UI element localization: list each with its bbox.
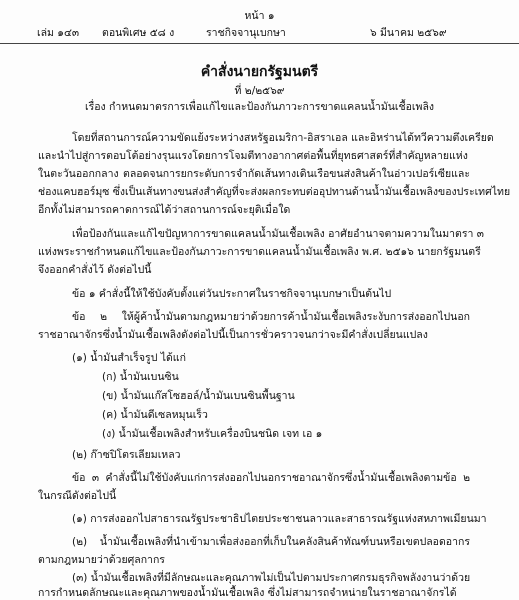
preamble-line: ในตะวันออกกลาง ตลอดจนการยกระดับการจำกัดเส้นทางเดินเรือขนส่งสินค้าในอ่าวเปอร์เซียและ bbox=[38, 168, 470, 180]
order-subject: เรื่อง กำหนดมาตรการเพื่อแก้ไขและป้องกันภาวะการขาดแคลนน้ำมันเชื้อเพลิง bbox=[84, 101, 435, 113]
fuel-type-item: (ง) น้ำมันเชื้อเพลิงสำหรับเครื่องบินชนิด เจท เอ ๑ bbox=[102, 428, 323, 440]
clause-1: ข้อ ๑ คำสั่งนี้ให้ใช้บังคับตั้งแต่วันประกาศในราชกิจจานุเบกษาเป็นต้นไป bbox=[72, 288, 392, 300]
clause-3-line: ข้อ ๓ คำสั่งนี้ไม่ใช้บังคับแก่การส่งออกไปนอกราชอาณาจักรซึ่งน้ำมันเชื้อเพลิงตามข้อ ๒ bbox=[72, 472, 470, 484]
special-issue-label: ตอนพิเศษ ๕๘ ง bbox=[102, 27, 175, 39]
clause-3-item-3-line: (๓) น้ำมันเชื้อเพลิงที่มีลักษณะและคุณภาพไม่เป็นไปตามประกาศกรมธุรกิจพลังงานว่าด้วย bbox=[72, 572, 471, 584]
authority-line: จึงออกคำสั่งไว้ ดังต่อไปนี้ bbox=[38, 264, 152, 276]
clause-2-line: ข้อ ๒ ให้ผู้ค้าน้ำมันตามกฎหมายว่าด้วยการค้าน้ำมันเชื้อเพลิงระงับการส่งออกไปนอก bbox=[72, 311, 470, 323]
publication-date: ๖ มีนาคม ๒๕๖๙ bbox=[370, 27, 447, 39]
clause-3-item-2-line: ตามกฎหมายว่าด้วยศุลกากร bbox=[38, 554, 165, 566]
gazette-name: ราชกิจจานุเบกษา bbox=[206, 27, 286, 39]
order-number: ที่ ๒/๒๕๖๙ bbox=[234, 85, 285, 97]
clause-3-line: ในกรณีดังต่อไปนี้ bbox=[38, 490, 117, 502]
clause-3-item-2-line: (๒) น้ำมันเชื้อเพลิงที่นำเข้ามาเพื่อส่งออกที่เก็บในคลังสินค้าทัณฑ์บนหรือเขตปลอดอากร bbox=[72, 536, 470, 548]
clause-2-item-2: (๒) ก๊าซปิโตรเลียมเหลว bbox=[72, 449, 181, 461]
fuel-type-item: (ข) น้ำมันแก๊สโซฮอล์/น้ำมันเบนซินพื้นฐาน bbox=[102, 390, 295, 402]
fuel-type-item: (ก) น้ำมันเบนซิน bbox=[102, 371, 179, 383]
authority-line: เพื่อป้องกันและแก้ไขปัญหาการขาดแคลนน้ำมันเชื้อเพลิง อาศัยอำนาจตามความในมาตรา ๓ bbox=[72, 228, 484, 240]
fuel-type-item: (ค) น้ำมันดีเซลหมุนเร็ว bbox=[102, 409, 208, 421]
authority-line: แห่งพระราชกำหนดแก้ไขและป้องกันภาวะการขาดแคลนน้ำมันเชื้อเพลิง พ.ศ. ๒๕๑๖ นายกรัฐมนตรี bbox=[38, 246, 481, 258]
clause-3-item-1: (๑) การส่งออกไปสาธารณรัฐประชาธิปไตยประชาชนลาวและสาธารณรัฐแห่งสหภาพเมียนมา bbox=[72, 513, 487, 525]
preamble-line: อีกทั้งไม่สามารถคาดการณ์ได้ว่าสถานการณ์จะยุติเมื่อใด bbox=[38, 204, 291, 216]
clause-2-line: ราชอาณาจักรซึ่งน้ำมันเชื้อเพลิงดังต่อไปนี้เป็นการชั่วคราวจนกว่าจะมีคำสั่งเปลี่ยนแปลง bbox=[38, 329, 428, 341]
page-number: หน้า ๑ bbox=[244, 10, 275, 22]
header-divider bbox=[0, 43, 519, 44]
clause-3-item-3-line: การกำหนดลักษณะและคุณภาพของน้ำมันเชื้อเพลิง ซึ่งไม่สามารถจำหน่ายในราชอาณาจักรได้ bbox=[38, 587, 457, 599]
clause-2-item-1: (๑) น้ำมันสำเร็จรูป ได้แก่ bbox=[72, 352, 186, 364]
preamble-line: โดยที่สถานการณ์ความขัดแย้งระหว่างสหรัฐอเมริกา-อิสราเอล และอิหร่านได้ทวีความตึงเครียด bbox=[72, 132, 494, 144]
preamble-line: ช่องแคบฮอร์มุซ ซึ่งเป็นเส้นทางขนส่งสำคัญที่จะส่งผลกระทบต่ออุปทานด้านน้ำมันเชื้อเพลิงของประเทศไทย bbox=[38, 186, 511, 198]
preamble-line: และนำไปสู่การตอบโต้อย่างรุนแรงโดยการโจมตีทางอากาศต่อพื้นที่ยุทธศาสตร์ที่สำคัญหลายแห่ง bbox=[38, 150, 468, 162]
volume-label: เล่ม ๑๔๓ bbox=[37, 27, 80, 39]
order-title: คำสั่งนายกรัฐมนตรี bbox=[200, 64, 319, 80]
